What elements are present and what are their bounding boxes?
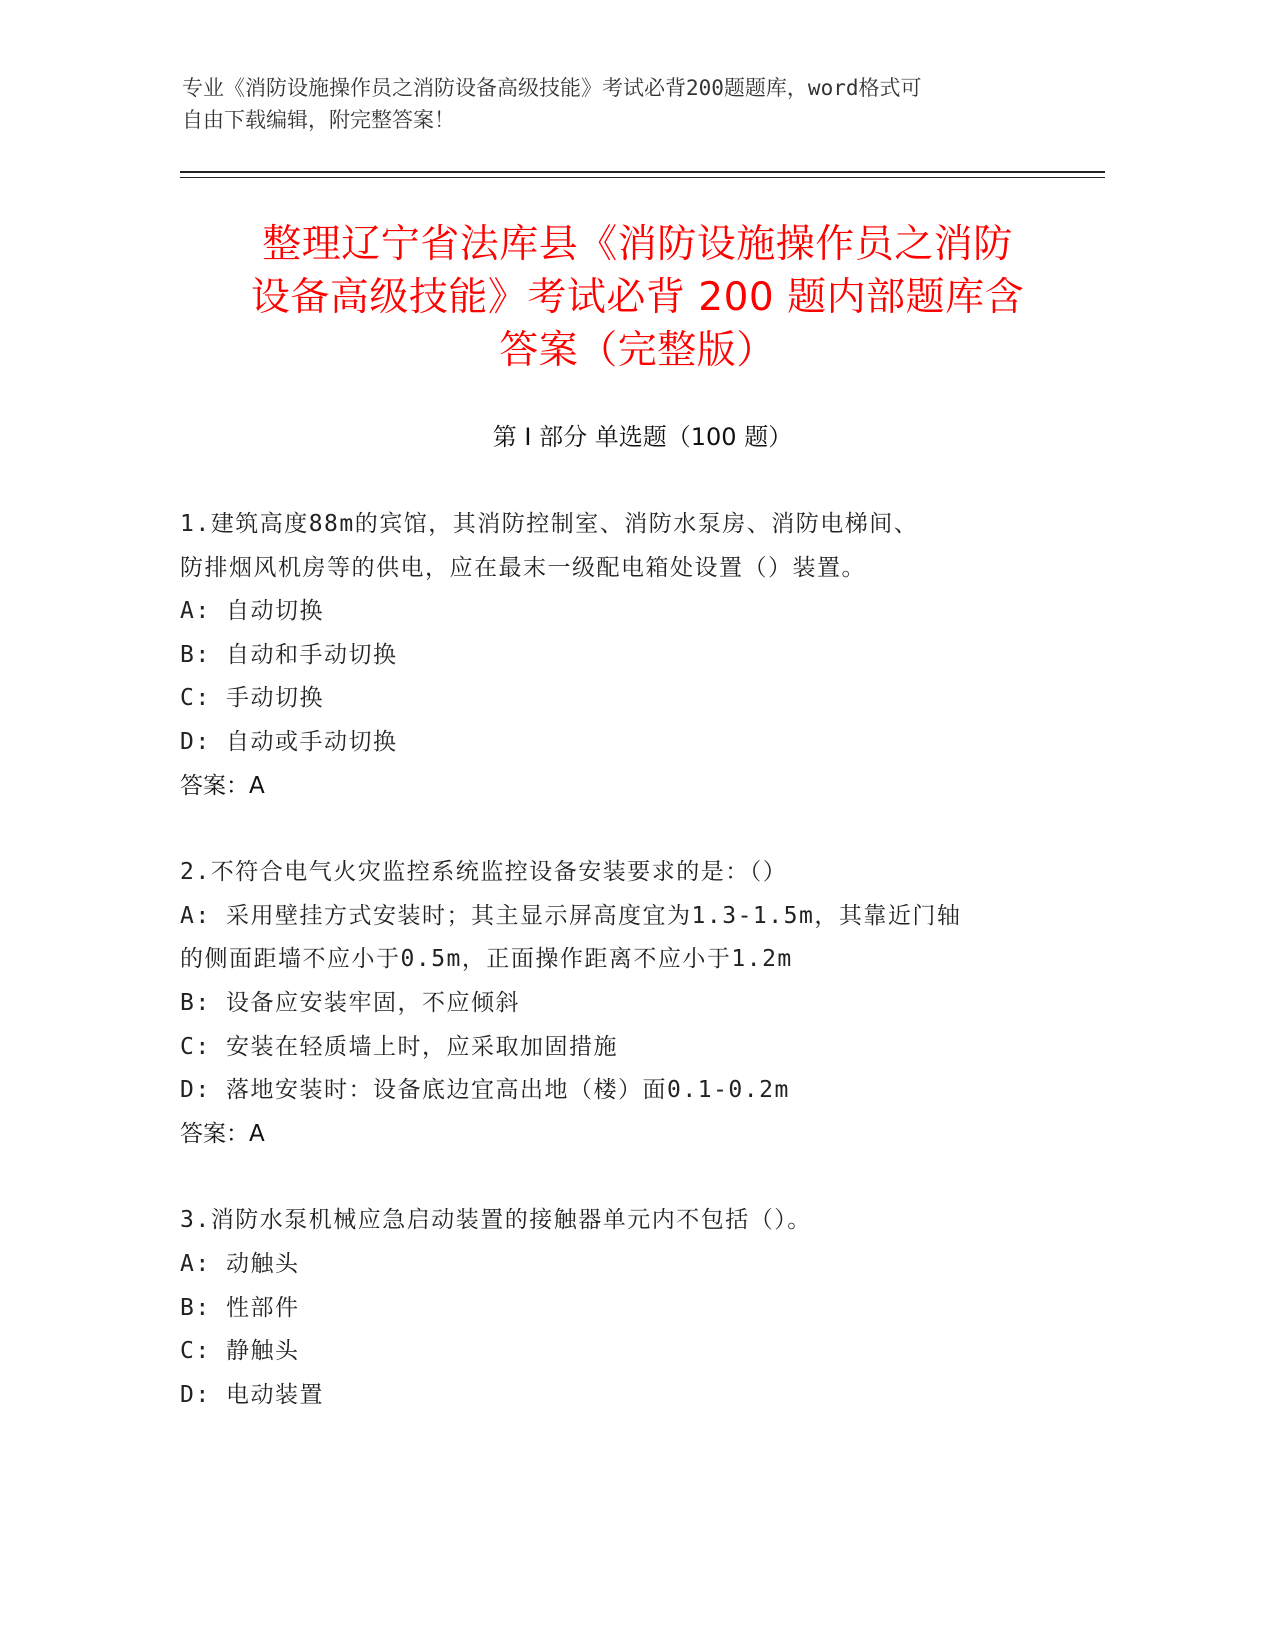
header-note-line-1: 专业《消防设施操作员之消防设备高级技能》考试必背200题题库，word格式可 bbox=[182, 76, 922, 100]
option-c: C: 安装在轻质墙上时，应采取加固措施 bbox=[180, 1033, 619, 1060]
option-a-continued: 的侧面距墙不应小于0.5m，正面操作距离不应小于1.2m bbox=[180, 946, 793, 973]
option-d: D: 落地安装时：设备底边宜高出地（楼）面0.1-0.2m bbox=[180, 1077, 790, 1104]
question-stem: 2.不符合电气火灾监控系统监控设备安装要求的是：（） bbox=[180, 859, 788, 886]
question-2 bbox=[180, 851, 1060, 1156]
question-1 bbox=[180, 503, 1060, 808]
option-b: B: 自动和手动切换 bbox=[180, 641, 398, 668]
option-b: B: 设备应安装牢固，不应倾斜 bbox=[180, 989, 521, 1016]
question-stem-continued: 防排烟风机房等的供电，应在最末一级配电箱处设置（）装置。 bbox=[180, 554, 866, 581]
option-a: A: 动触头 bbox=[180, 1250, 300, 1277]
header-divider-thick bbox=[180, 171, 1105, 173]
document-title-line-1: 整理辽宁省法库县《消防设施操作员之消防 bbox=[262, 222, 1013, 267]
question-stem: 3.消防水泵机械应急启动装置的接触器单元内不包括（）。 bbox=[180, 1207, 812, 1234]
option-d: D: 电动装置 bbox=[180, 1381, 325, 1408]
question-3 bbox=[180, 1199, 1060, 1417]
document-title bbox=[160, 218, 1115, 377]
header-note-line-2: 自由下载编辑，附完整答案！ bbox=[182, 108, 455, 132]
document-title-line-2: 设备高级技能》考试必背 200 题内部题库含 bbox=[250, 275, 1025, 320]
header-note bbox=[182, 72, 1042, 136]
answer: 答案：A bbox=[180, 1120, 265, 1147]
option-b: B: 性部件 bbox=[180, 1294, 300, 1321]
option-a: A: 自动切换 bbox=[180, 598, 325, 625]
header-divider-thin bbox=[180, 177, 1105, 178]
question-list bbox=[180, 503, 1060, 1460]
section-title: 第 I 部分 单选题（100 题） bbox=[492, 423, 793, 451]
document-title-line-3: 答案（完整版） bbox=[499, 328, 776, 373]
option-c: C: 静触头 bbox=[180, 1338, 300, 1365]
option-a: A: 采用壁挂方式安装时；其主显示屏高度宜为1.3-1.5m，其靠近门轴 bbox=[180, 902, 962, 929]
option-c: C: 手动切换 bbox=[180, 685, 325, 712]
option-d: D: 自动或手动切换 bbox=[180, 728, 398, 755]
question-stem: 1.建筑高度88m的宾馆，其消防控制室、消防水泵房、消防电梯间、 bbox=[180, 511, 919, 537]
answer: 答案：A bbox=[180, 772, 265, 799]
